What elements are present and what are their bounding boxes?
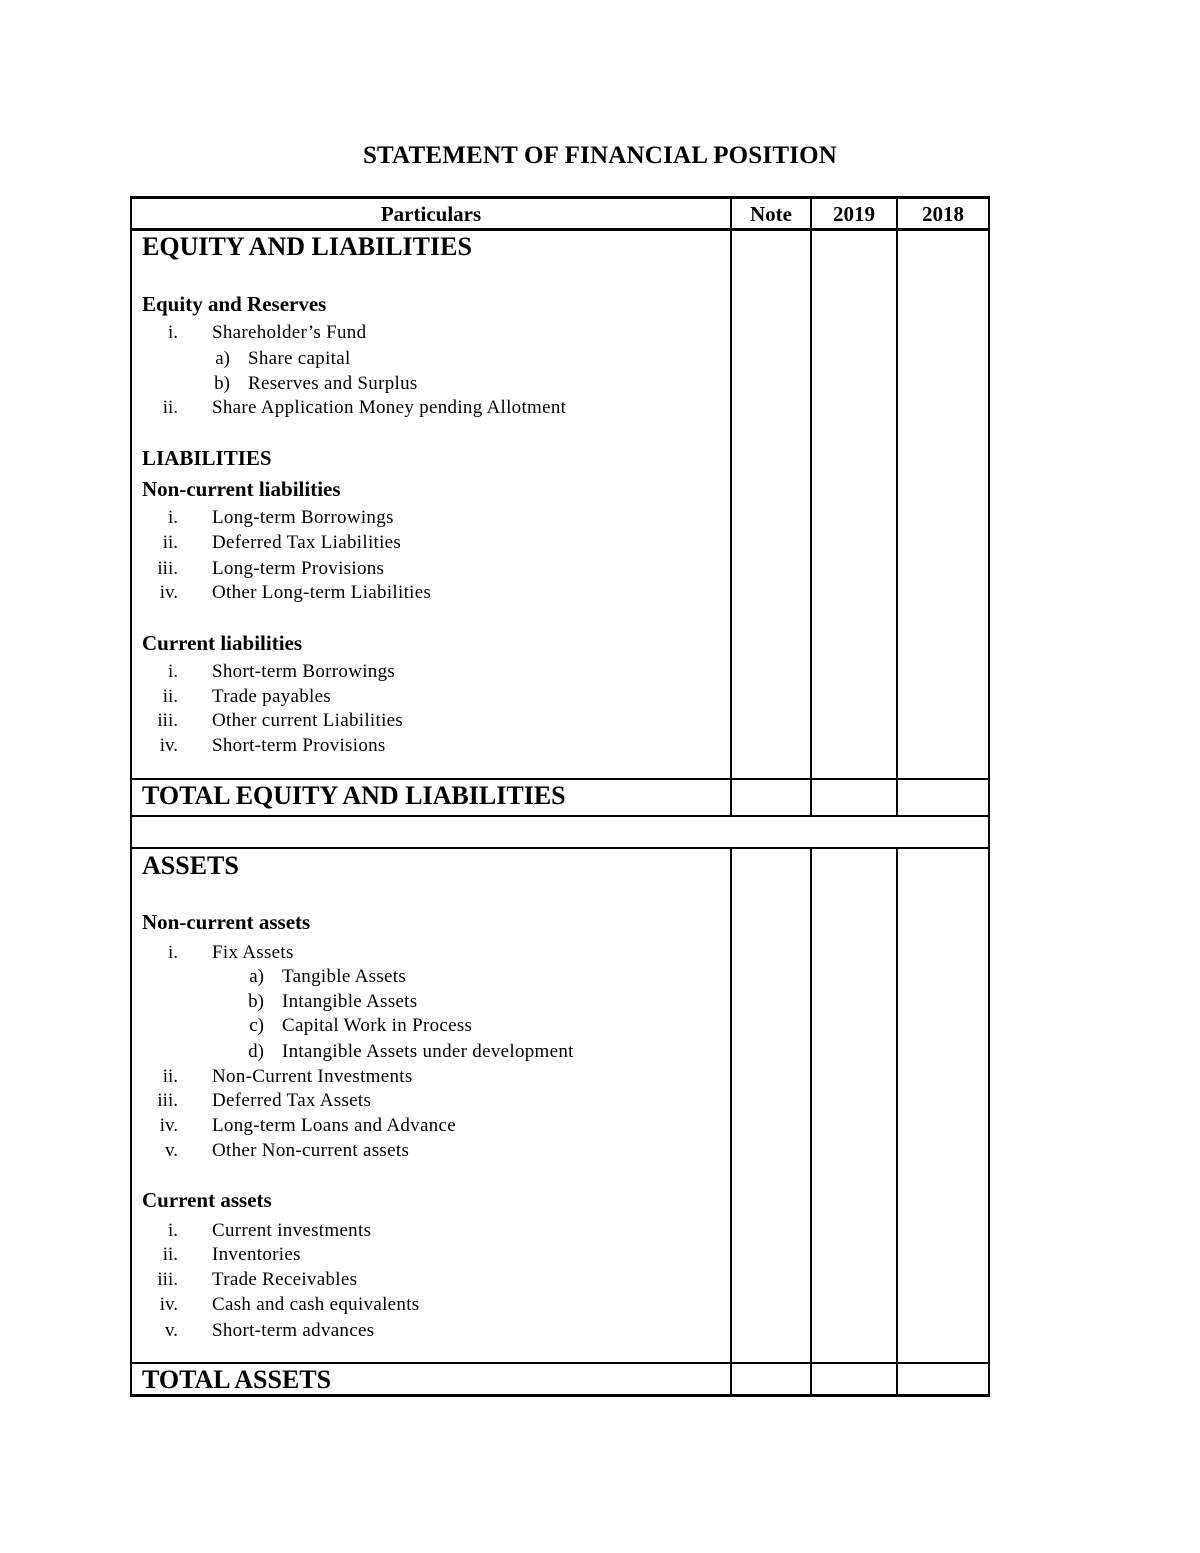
list-item-number: ii.	[162, 686, 178, 707]
y1-col-divider-bottom	[810, 847, 812, 1397]
sub-item-letter: c)	[249, 1015, 264, 1036]
total-assets-top-border	[130, 1362, 990, 1364]
list-item-number: ii.	[162, 397, 178, 418]
list-item-number: iii.	[157, 710, 178, 731]
list-item-label: Inventories	[212, 1244, 301, 1265]
list-item-number: iii.	[157, 1269, 178, 1290]
list-item-label: Deferred Tax Liabilities	[212, 532, 402, 553]
list-item-number: ii.	[162, 1066, 178, 1087]
list-item-number: iv.	[159, 1294, 178, 1315]
subsection-heading-current-assets: Current assets	[142, 1188, 272, 1212]
section-heading-assets: ASSETS	[142, 851, 239, 880]
list-item-number: i.	[167, 507, 178, 528]
list-item-label: Shareholder’s Fund	[212, 322, 367, 343]
y2-col-divider-bottom	[896, 847, 898, 1397]
list-item-label: Current investments	[212, 1220, 372, 1241]
note-col-divider-top	[730, 196, 732, 817]
list-item-label: Trade payables	[212, 686, 332, 707]
subsection-heading-equity-reserves: Equity and Reserves	[142, 292, 327, 316]
sub-item-label: Share capital	[248, 348, 351, 369]
list-item-number: iv.	[159, 1115, 178, 1136]
sub-item-letter: d)	[248, 1041, 264, 1062]
list-item-label: Other Long-term Liabilities	[212, 582, 432, 603]
header-2018: 2018	[922, 202, 964, 226]
list-item-number: i.	[167, 1220, 178, 1241]
list-item-label: Long-term Borrowings	[212, 507, 394, 528]
sub-item-label: Reserves and Surplus	[248, 373, 418, 394]
total-equity-liabilities-label: TOTAL EQUITY AND LIABILITIES	[142, 781, 566, 810]
y2-col-divider-top	[896, 196, 898, 817]
list-item-label: Short-term Borrowings	[212, 661, 396, 682]
sub-item-label: Tangible Assets	[282, 966, 407, 987]
list-item-label: Short-term Provisions	[212, 735, 386, 756]
list-item-number: v.	[164, 1320, 178, 1341]
list-item-label: Trade Receivables	[212, 1269, 358, 1290]
list-item-number: i.	[167, 661, 178, 682]
list-item-number: iii.	[157, 1090, 178, 1111]
list-item-number: iv.	[159, 582, 178, 603]
list-item-number: v.	[164, 1140, 178, 1161]
header-particulars: Particulars	[380, 202, 482, 226]
header-note: Note	[750, 202, 792, 226]
header-2019: 2019	[833, 202, 875, 226]
sub-item-letter: b)	[214, 373, 230, 394]
list-item-label: Fix Assets	[212, 942, 294, 963]
subsection-heading-non-current-liabilities: Non-current liabilities	[142, 477, 341, 501]
assets-top-border	[130, 847, 990, 849]
sub-item-letter: a)	[215, 348, 230, 369]
list-item-label: Other Non-current assets	[212, 1140, 410, 1161]
sub-item-label: Intangible Assets under development	[282, 1041, 574, 1062]
total-assets-label: TOTAL ASSETS	[142, 1365, 332, 1394]
document-title: STATEMENT OF FINANCIAL POSITION	[362, 142, 838, 169]
list-item-number: i.	[167, 322, 178, 343]
subsection-heading-liabilities: LIABILITIES	[142, 446, 272, 470]
total-el-top-border	[130, 778, 990, 780]
list-item-label: Non-Current Investments	[212, 1066, 413, 1087]
list-item-label: Long-term Loans and Advance	[212, 1115, 456, 1136]
subsection-heading-current-liabilities: Current liabilities	[142, 631, 303, 655]
list-item-label: Other current Liabilities	[212, 710, 404, 731]
list-item-label: Cash and cash equivalents	[212, 1294, 420, 1315]
section-heading-equity-liabilities: EQUITY AND LIABILITIES	[142, 232, 472, 261]
list-item-number: iii.	[157, 558, 178, 579]
list-item-label: Share Application Money pending Allotment	[212, 397, 567, 418]
sub-item-letter: b)	[248, 991, 264, 1012]
y1-col-divider-top	[810, 196, 812, 817]
note-col-divider-bottom	[730, 847, 732, 1397]
sub-item-label: Capital Work in Process	[282, 1015, 473, 1036]
list-item-number: i.	[167, 942, 178, 963]
list-item-label: Short-term advances	[212, 1320, 375, 1341]
total-el-bottom-border	[130, 815, 990, 817]
list-item-label: Deferred Tax Assets	[212, 1090, 372, 1111]
table-right-border	[988, 196, 990, 1397]
list-item-number: ii.	[162, 1244, 178, 1265]
list-item-number: iv.	[159, 735, 178, 756]
sub-item-letter: a)	[249, 966, 264, 987]
list-item-label: Long-term Provisions	[212, 558, 385, 579]
subsection-heading-non-current-assets: Non-current assets	[142, 910, 311, 934]
list-item-number: ii.	[162, 532, 178, 553]
table-left-border	[130, 196, 132, 1397]
sub-item-label: Intangible Assets	[282, 991, 418, 1012]
